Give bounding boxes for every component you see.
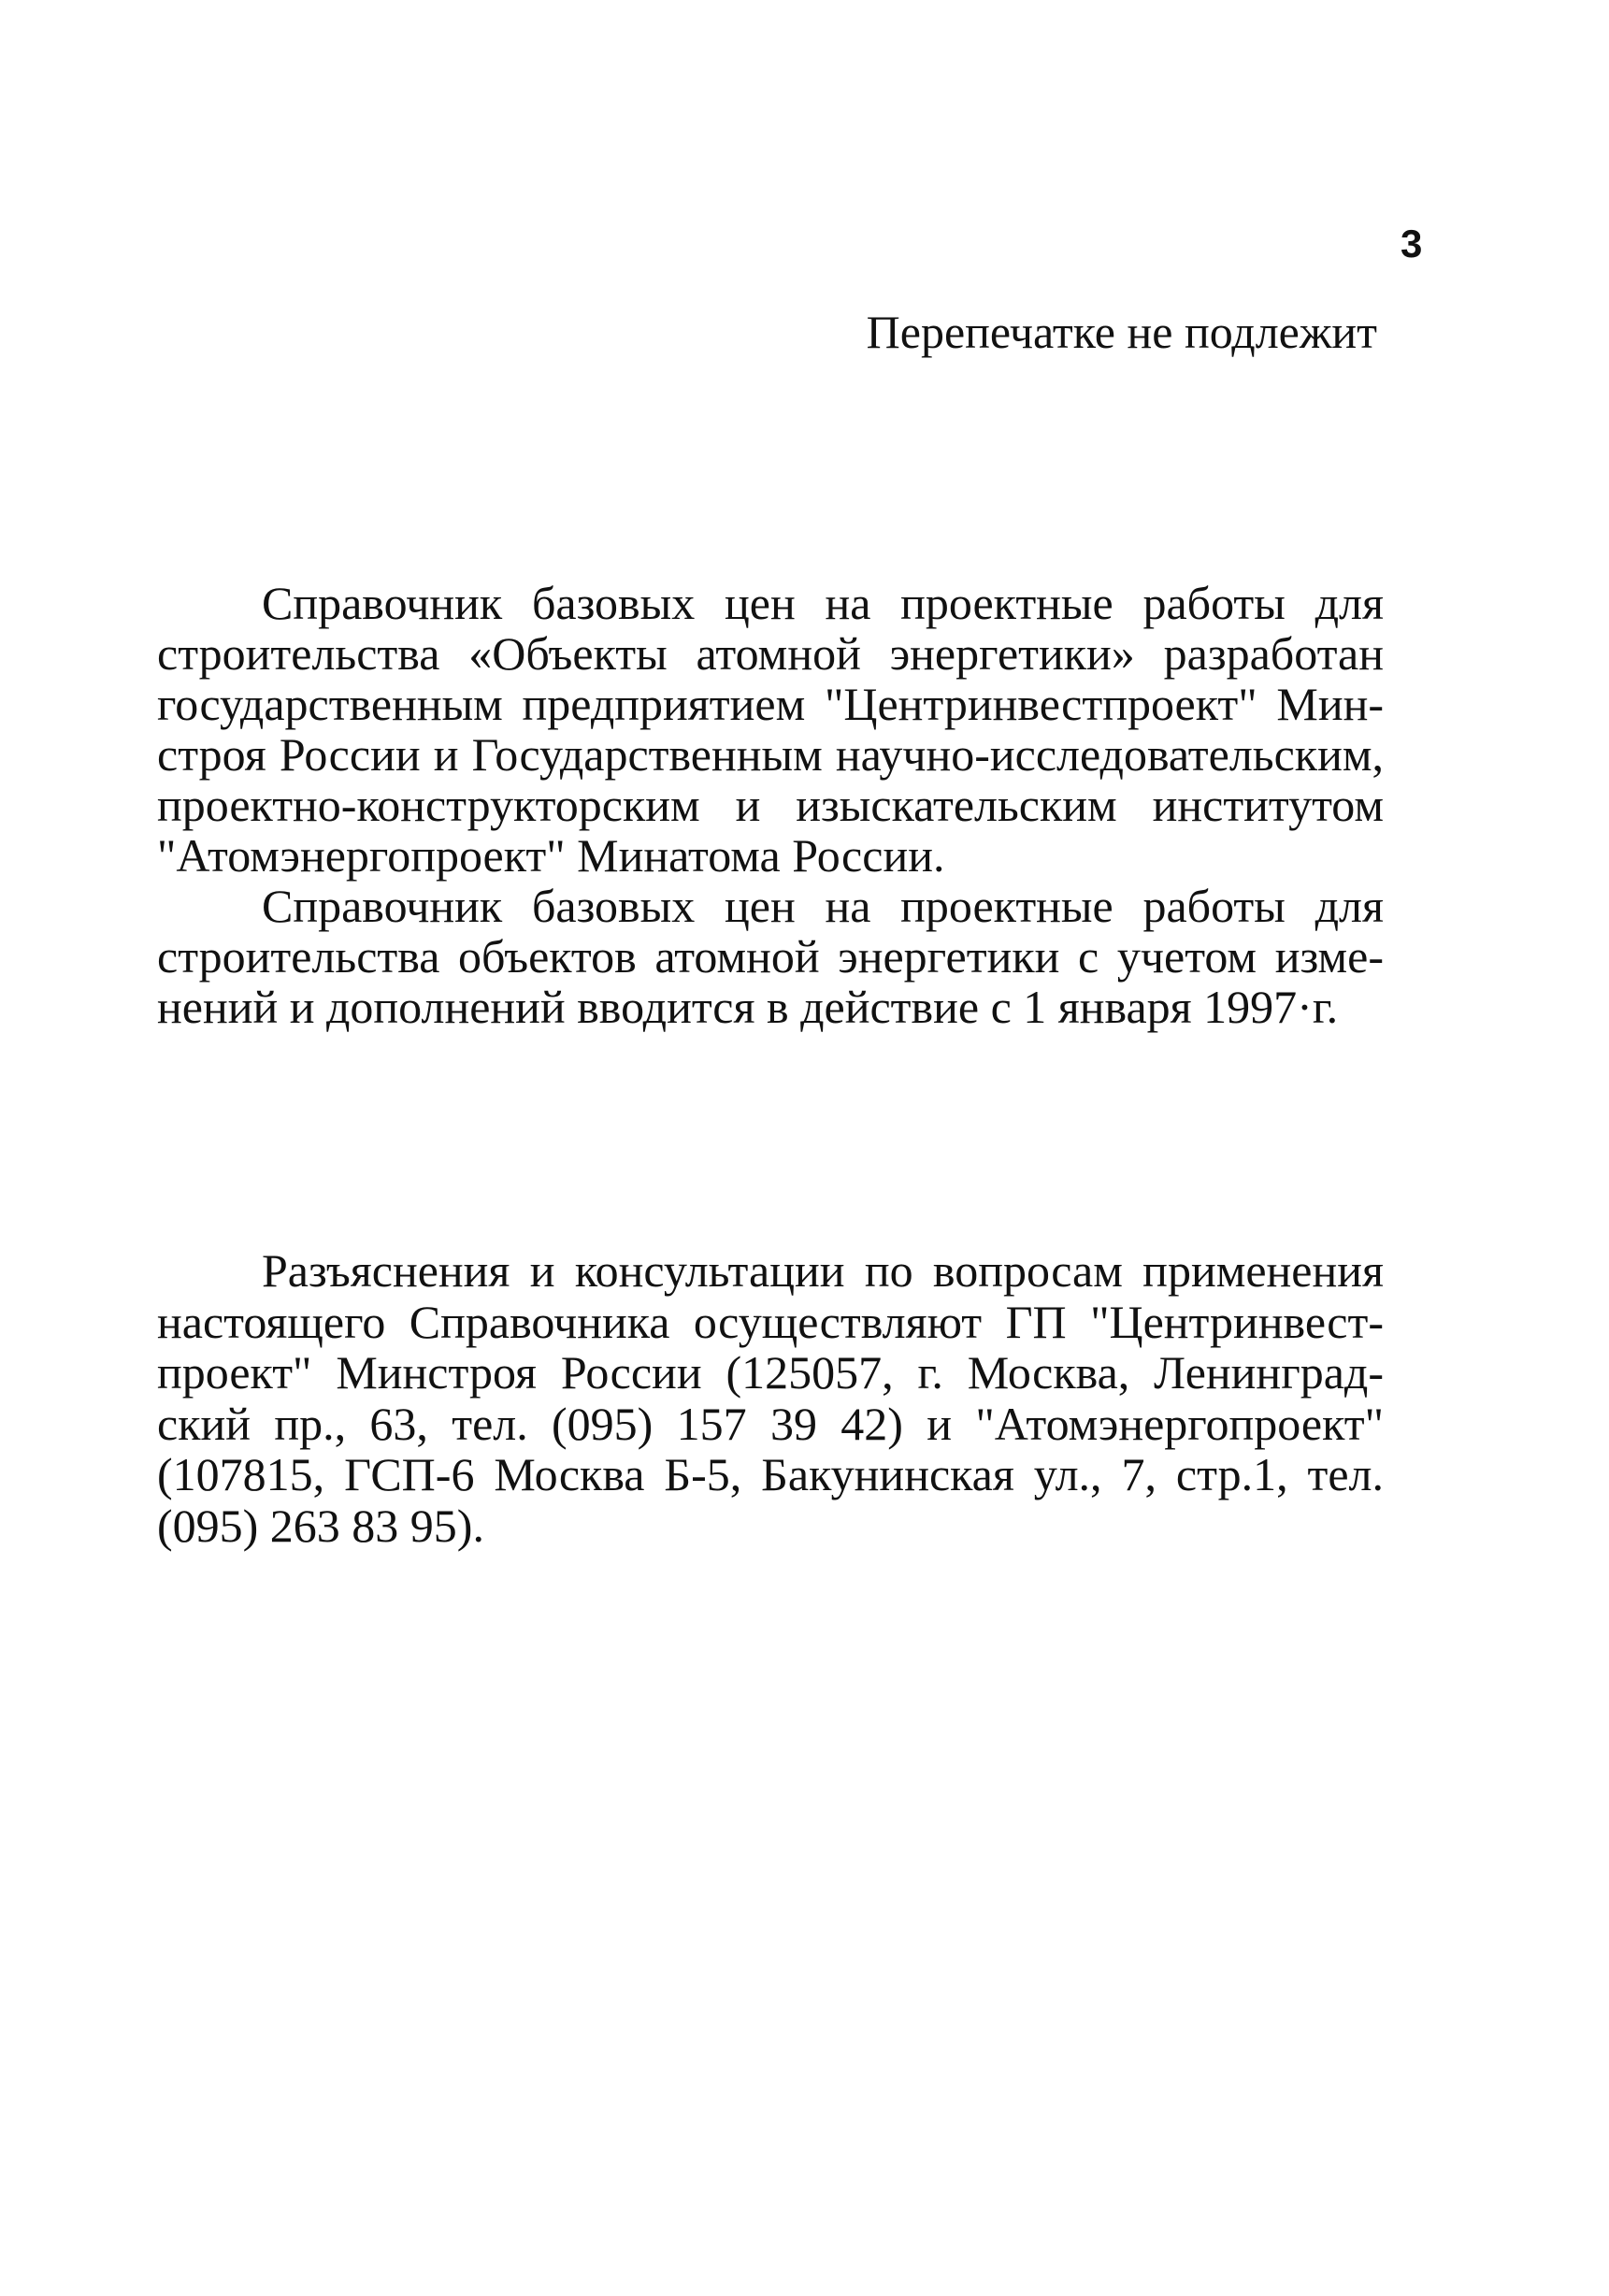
paragraph-effective-date: Справочник базовых цен на проектные работы для строительства объектов атомной энергетики с учетом изменений и дополнений вводится в действие с 1 января 1997·г. [157, 880, 1384, 1033]
reprint-notice: Перепечатке не подлежит [866, 306, 1377, 358]
paragraph-consultations: Разъяснения и консультации по вопросам применения настоящего Справочника осуществляют ГП "Центринвестпроект" Минстроя России (125057, г. Москва, Ленинградский пр., 63, тел. (095) 157 39 42) и "Атомэнергопроект" (107815, ГСП-6 Москва Б-5, Бакунинская ул., 7, стр.1, тел. (095) 263 83 95). [157, 1244, 1384, 1552]
paragraph-development: Справочник базовых цен на проектные работы для строительства «Объекты атомной энергетики» разработан государственным предприятием "Центринвестпроект" Минстроя России и Государственным научно-исследовательским, проектно-конструкторским и изыскательским институтом "Атомэнергопроект" Минатома России. [157, 577, 1384, 882]
main-text-block [157, 578, 1384, 1032]
page-number: 3 [1401, 222, 1423, 265]
consultations-block [157, 1245, 1384, 1551]
